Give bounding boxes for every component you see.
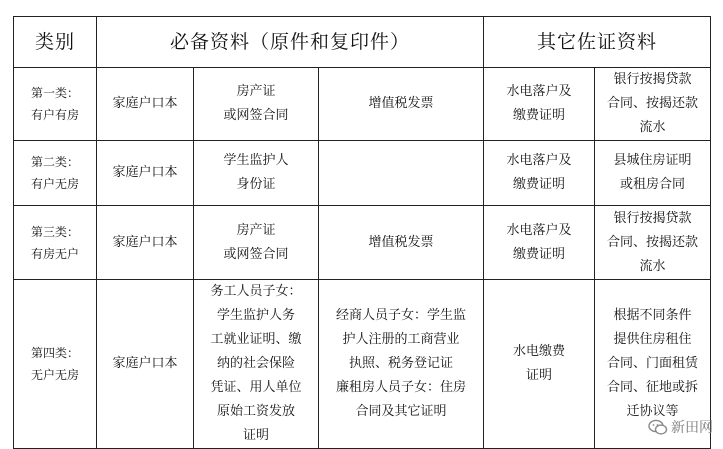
cell-text-line: 水电缴费 (513, 344, 566, 359)
cell-text-line: 银行按揭贷款 (613, 72, 692, 87)
header-supporting: 其它佐证资料 (484, 17, 711, 68)
cell-text-line: 合同、按揭还款 (607, 234, 699, 250)
cell-text-line: 第四类： (30, 346, 79, 360)
table-row (14, 141, 711, 206)
category-cell (14, 68, 97, 141)
cell-text-line: 务工人员子女： (210, 284, 302, 299)
cell-text-line: 增值税发票 (368, 234, 434, 250)
header-row (14, 17, 711, 68)
school-enrollment-documents-table (13, 16, 711, 449)
cell-text-line: 缴费证明 (513, 177, 566, 192)
extra-document-cell (319, 68, 484, 141)
cell-text-line: 有户有房 (30, 108, 79, 122)
table-row (14, 68, 711, 141)
cell-text-line: 增值税发票 (368, 96, 434, 111)
extra-document-cell (319, 206, 484, 280)
cell-text-line: 学生监护人务 (216, 308, 295, 323)
cell-text-line: 合同、按揭还款 (607, 96, 699, 111)
category-cell (14, 280, 97, 449)
cell-text-line: 水电落户及 (506, 222, 572, 238)
other-proof-cell (595, 68, 711, 141)
watermark (648, 417, 713, 437)
cell-text-line: 原始工资发放 (216, 404, 295, 419)
cell-text-line: 第二类： (30, 155, 79, 169)
cell-text-line: 或租房合同 (620, 177, 686, 192)
other-proof-cell (595, 141, 711, 206)
table-row (14, 280, 711, 449)
utility-proof-cell (484, 280, 595, 449)
cell-text-line: 根据不同条件 (613, 308, 692, 323)
category-cell (14, 206, 97, 280)
cell-text-line: 凭证、用人单位 (210, 380, 302, 395)
household-cell: 家庭户口本 (97, 280, 194, 449)
cell-text-line: 水电落户及 (506, 153, 572, 168)
cell-text-line: 身份证 (236, 177, 276, 192)
other-proof-cell (595, 206, 711, 280)
cell-text-line: 有户无房 (30, 177, 79, 191)
extra-document-cell (319, 280, 484, 449)
cell-text-line: 迁协议等 (626, 404, 679, 419)
cell-text-line: 经商人员子女：学生监 (336, 308, 467, 323)
cell-text-line: 流水 (639, 258, 666, 274)
header-required: 必备资料（原件和复印件） (97, 17, 484, 68)
utility-proof-cell (484, 206, 595, 280)
cell-text-line: 证明 (242, 428, 269, 443)
certificate-cell (194, 141, 319, 206)
cell-text-line: 县城住房证明 (613, 153, 692, 168)
cell-text-line: 第一类： (30, 86, 79, 100)
table-row (14, 206, 711, 280)
cell-text-line: 学生监护人 (223, 153, 289, 168)
cell-text-line: 缴费证明 (513, 246, 566, 262)
cell-text-line: 银行按揭贷款 (613, 210, 692, 226)
cell-text-line: 纳的社会保险 (216, 356, 295, 371)
certificate-cell (194, 280, 319, 449)
cell-text-line: 有房无户 (30, 246, 79, 261)
household-cell: 家庭户口本 (97, 68, 194, 141)
cell-text-line: 执照、税务登记证 (349, 356, 454, 371)
certificate-cell (194, 68, 319, 141)
household-cell: 家庭户口本 (97, 141, 194, 206)
cell-text-line: 护人注册的工商营业 (342, 332, 460, 347)
utility-proof-cell (484, 141, 595, 206)
wechat-icon (648, 419, 668, 436)
cell-text-line: 合同、征地或拆 (607, 380, 699, 395)
cell-text-line: 水电落户及 (506, 84, 572, 99)
cell-text-line: 流水 (639, 120, 666, 135)
cell-text-line: 房产证 (236, 84, 276, 99)
cell-text-line: 工就业证明、缴 (210, 332, 302, 347)
utility-proof-cell (484, 68, 595, 141)
cell-text-line: 合同及其它证明 (355, 404, 447, 419)
cell-text-line: 房产证 (236, 222, 276, 238)
header-category: 类别 (14, 17, 97, 68)
extra-document-cell (319, 141, 484, 206)
cell-text-line: 或网签合同 (223, 246, 289, 262)
cell-text-line: 证明 (526, 368, 553, 383)
watermark-text: 新田网 (671, 420, 713, 436)
cell-text-line: 第三类： (30, 224, 79, 239)
cell-text-line: 廉租房人员子女：住房 (336, 380, 467, 395)
cell-text-line: 缴费证明 (513, 108, 566, 123)
household-cell: 家庭户口本 (97, 206, 194, 280)
cell-text-line: 提供住房租住 (613, 332, 692, 347)
category-cell (14, 141, 97, 206)
cell-text-line: 无户无房 (30, 368, 79, 382)
cell-text-line: 或网签合同 (223, 108, 289, 123)
certificate-cell (194, 206, 319, 280)
cell-text-line: 合同、门面租赁 (607, 356, 699, 371)
